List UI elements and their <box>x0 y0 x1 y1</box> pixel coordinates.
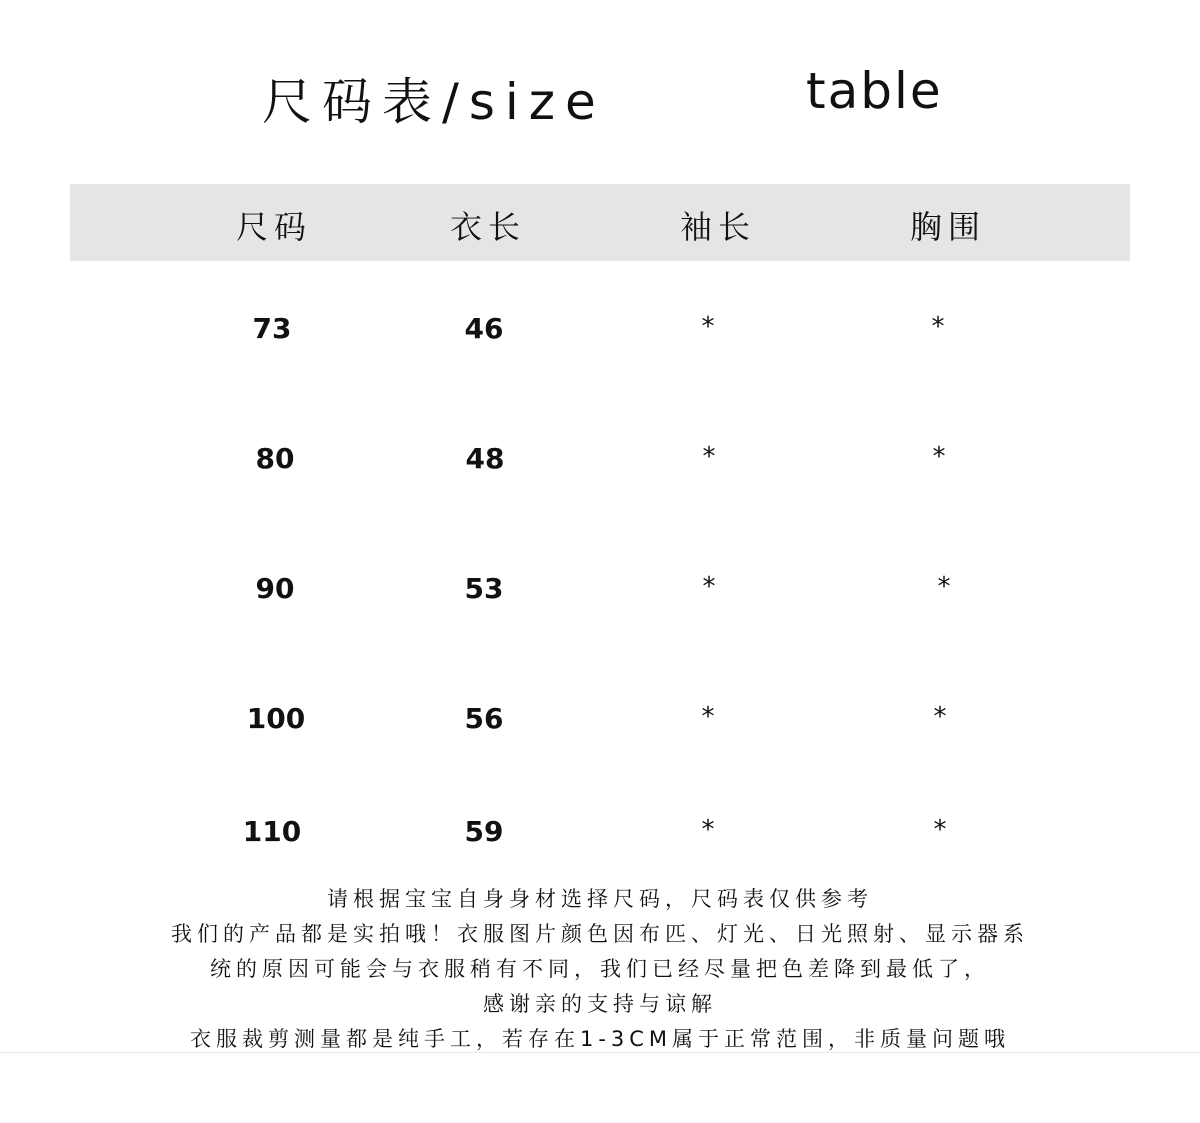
header-length: 衣长 <box>449 208 527 246</box>
header-chest: 胸围 <box>909 208 987 246</box>
table-row <box>0 442 1200 482</box>
bottom-divider <box>0 1052 1200 1053</box>
cell-chest: * <box>937 572 951 602</box>
cell-sleeve: * <box>701 312 715 342</box>
note-line: 衣服裁剪测量都是纯手工，若存在1-3CM属于正常范围，非质量问题哦 <box>189 1027 1011 1051</box>
table-row <box>0 312 1200 352</box>
note-line: 我们的产品都是实拍哦！衣服图片颜色因布匹、灯光、日光照射、显示器系 <box>171 922 1029 946</box>
cell-size: 90 <box>255 572 295 605</box>
table-row <box>0 815 1200 855</box>
page-title <box>0 62 1200 142</box>
cell-size: 100 <box>246 702 306 735</box>
cell-chest: * <box>933 815 947 845</box>
header-sleeve: 袖长 <box>679 208 757 246</box>
table-row <box>0 702 1200 742</box>
cell-sleeve: * <box>702 442 716 472</box>
cell-sleeve: * <box>701 702 715 732</box>
cell-length: 59 <box>464 815 504 848</box>
cell-size: 73 <box>252 312 292 345</box>
cell-chest: * <box>933 702 947 732</box>
title-main: 尺码表/size <box>262 73 606 131</box>
cell-size: 110 <box>242 815 302 848</box>
title-word: table <box>806 62 943 120</box>
note-line: 请根据宝宝自身身材选择尺码，尺码表仅供参考 <box>327 887 873 911</box>
header-size: 尺码 <box>235 208 313 246</box>
cell-length: 56 <box>464 702 504 735</box>
size-table-header <box>70 184 1130 261</box>
cell-length: 48 <box>465 442 505 475</box>
cell-length: 53 <box>464 572 504 605</box>
cell-sleeve: * <box>702 572 716 602</box>
table-row <box>0 572 1200 612</box>
cell-size: 80 <box>255 442 295 475</box>
note-line: 统的原因可能会与衣服稍有不同，我们已经尽量把色差降到最低了， <box>210 957 990 981</box>
cell-chest: * <box>931 312 945 342</box>
notes-block <box>0 882 1200 1057</box>
cell-length: 46 <box>464 312 504 345</box>
note-line: 感谢亲的支持与谅解 <box>483 992 717 1016</box>
cell-sleeve: * <box>701 815 715 845</box>
cell-chest: * <box>932 442 946 472</box>
